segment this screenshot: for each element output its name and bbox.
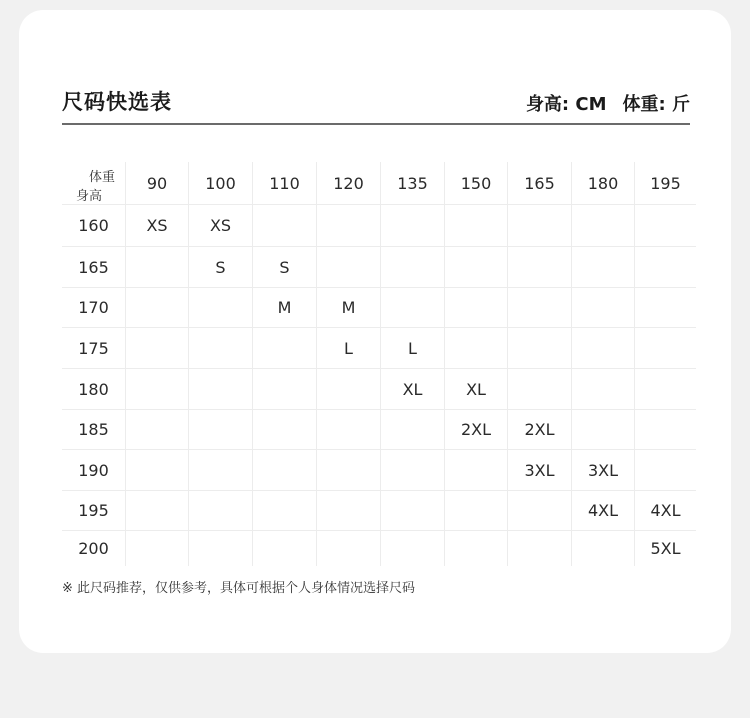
size-cell xyxy=(572,410,635,450)
size-cell xyxy=(508,369,572,410)
size-cell xyxy=(317,205,381,247)
size-cell: 4XL xyxy=(572,491,635,531)
size-cell: L xyxy=(381,328,445,369)
size-cell xyxy=(445,288,508,328)
table-row xyxy=(62,205,696,247)
size-cell: L xyxy=(317,328,381,369)
weight-header-cell: 165 xyxy=(508,162,572,205)
size-cell xyxy=(572,328,635,369)
size-cell xyxy=(317,491,381,531)
size-cell xyxy=(572,247,635,288)
size-cell xyxy=(126,247,189,288)
size-cell xyxy=(126,531,189,566)
height-header-cell: 160 xyxy=(62,205,126,247)
size-cell xyxy=(126,328,189,369)
height-header-cell: 190 xyxy=(62,450,126,491)
height-header-cell: 175 xyxy=(62,328,126,369)
size-cell xyxy=(572,369,635,410)
size-cell xyxy=(381,450,445,491)
size-cell xyxy=(126,369,189,410)
size-cell xyxy=(508,247,572,288)
size-cell: 3XL xyxy=(572,450,635,491)
height-header-cell: 185 xyxy=(62,410,126,450)
size-cell xyxy=(253,531,317,566)
table-row xyxy=(62,531,696,566)
height-header-cell: 165 xyxy=(62,247,126,288)
chart-header xyxy=(62,86,690,120)
size-cell: 2XL xyxy=(508,410,572,450)
size-cell xyxy=(253,410,317,450)
height-header-cell: 170 xyxy=(62,288,126,328)
height-header-cell: 200 xyxy=(62,531,126,566)
size-cell: 4XL xyxy=(635,491,697,531)
size-cell: M xyxy=(317,288,381,328)
size-cell xyxy=(445,491,508,531)
size-cell xyxy=(508,205,572,247)
weight-unit-label: 体重: 斤 xyxy=(622,94,690,115)
size-cell xyxy=(635,450,697,491)
size-cell: 3XL xyxy=(508,450,572,491)
size-cell xyxy=(317,531,381,566)
size-cell xyxy=(572,531,635,566)
weight-header-cell: 195 xyxy=(635,162,697,205)
size-cell: S xyxy=(189,247,253,288)
footnote: ※ 此尺码推荐，仅供参考，具体可根据个人身体情况选择尺码 xyxy=(62,581,416,596)
size-cell xyxy=(508,288,572,328)
size-cell xyxy=(445,247,508,288)
size-cell xyxy=(635,328,697,369)
table-row xyxy=(62,410,696,450)
size-cell xyxy=(253,328,317,369)
size-cell xyxy=(381,288,445,328)
size-cell xyxy=(572,288,635,328)
size-cell xyxy=(635,288,697,328)
size-cell xyxy=(381,247,445,288)
weight-header-cell: 180 xyxy=(572,162,635,205)
weight-header-cell: 120 xyxy=(317,162,381,205)
size-cell xyxy=(189,288,253,328)
size-cell xyxy=(635,247,697,288)
size-cell xyxy=(445,450,508,491)
corner-weight-label: 体重 xyxy=(88,170,115,185)
size-cell xyxy=(189,369,253,410)
size-table xyxy=(62,162,696,566)
size-cell xyxy=(508,328,572,369)
table-row xyxy=(62,369,696,410)
page-title: 尺码快选表 xyxy=(62,90,172,114)
size-cell xyxy=(189,410,253,450)
height-header-cell: 180 xyxy=(62,369,126,410)
size-cell xyxy=(445,205,508,247)
size-cell xyxy=(189,328,253,369)
size-cell xyxy=(126,410,189,450)
size-cell xyxy=(253,205,317,247)
height-header-cell: 195 xyxy=(62,491,126,531)
size-cell xyxy=(189,450,253,491)
corner-cell xyxy=(62,162,126,205)
size-cell: 5XL xyxy=(650,538,681,558)
size-cell: M xyxy=(253,288,317,328)
size-cell xyxy=(317,369,381,410)
table-row xyxy=(62,328,696,369)
size-cell xyxy=(317,410,381,450)
weight-header-cell: 90 xyxy=(126,162,189,205)
size-cell: XS xyxy=(189,205,253,247)
unit-legend xyxy=(510,90,690,116)
size-cell xyxy=(253,369,317,410)
size-cell xyxy=(126,450,189,491)
table-row xyxy=(62,288,696,328)
size-cell xyxy=(445,328,508,369)
size-cell xyxy=(126,491,189,531)
table-row xyxy=(62,450,696,491)
weight-header-cell: 100 xyxy=(189,162,253,205)
size-cell xyxy=(635,369,697,410)
size-cell xyxy=(381,491,445,531)
size-cell: XL xyxy=(381,369,445,410)
size-cell xyxy=(635,410,697,450)
weight-header-cell: 110 xyxy=(253,162,317,205)
size-cell xyxy=(635,205,697,247)
size-cell xyxy=(189,491,253,531)
size-cell xyxy=(126,288,189,328)
table-row xyxy=(62,247,696,288)
size-cell xyxy=(381,531,445,566)
weight-header-cell: 135 xyxy=(381,162,445,205)
corner-height-label: 身高 xyxy=(76,189,103,204)
size-cell: XL xyxy=(445,369,508,410)
size-cell: XS xyxy=(126,205,189,247)
size-cell xyxy=(381,410,445,450)
size-cell xyxy=(381,205,445,247)
size-cell: 2XL xyxy=(445,410,508,450)
size-cell xyxy=(253,450,317,491)
size-cell xyxy=(572,205,635,247)
size-cell xyxy=(445,531,508,566)
weight-header-row xyxy=(62,162,696,205)
size-cell xyxy=(189,531,253,566)
size-cell xyxy=(508,491,572,531)
size-cell: S xyxy=(253,247,317,288)
size-cell xyxy=(508,531,572,566)
size-cell xyxy=(317,450,381,491)
size-cell xyxy=(317,247,381,288)
header-divider xyxy=(62,123,690,125)
weight-header-cell: 150 xyxy=(445,162,508,205)
size-cell xyxy=(253,491,317,531)
height-unit-label: 身高: CM xyxy=(525,94,607,115)
table-row xyxy=(62,491,696,531)
